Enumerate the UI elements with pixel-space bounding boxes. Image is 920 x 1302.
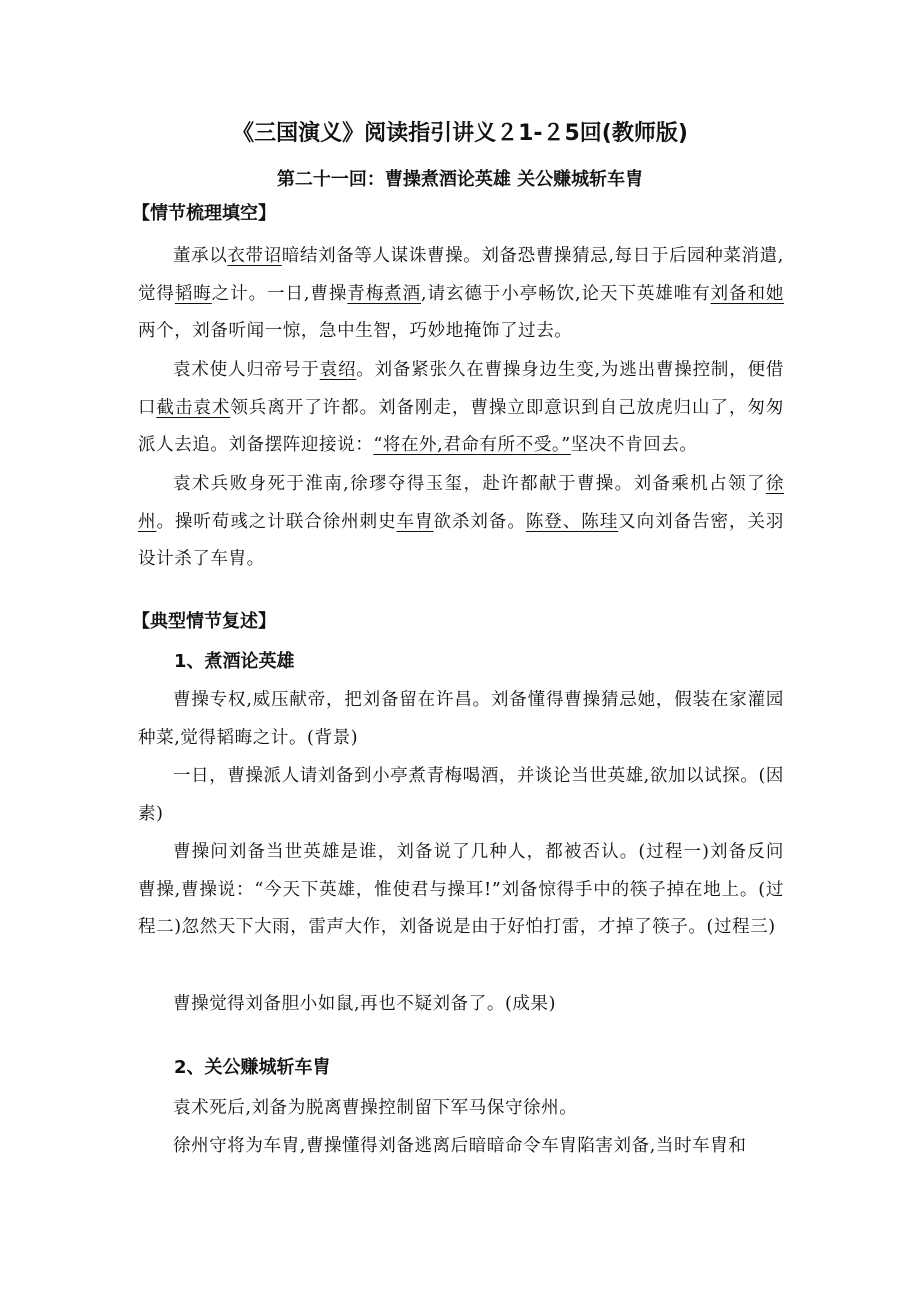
- blank-answer: 陈登、陈珪: [525, 511, 619, 532]
- section-heading-retell: 【典型情节复述】: [132, 611, 276, 632]
- subsection-title-1: 1、煮酒论英雄: [174, 651, 295, 672]
- blank-answer: 袁绍: [319, 360, 357, 380]
- retell-paragraph-4: 曹操觉得刘备胆小如鼠,再也不疑刘备了。(成果): [173, 994, 557, 1014]
- plot-paragraph-3: 袁术兵败身死于淮南,徐璆夺得玉玺，赴许都献于曹操。刘备乘机占领了徐州。操听荀彧之计联合徐州刺史车胄欲杀刘备。陈登、陈珪又向刘备告密，关羽设计杀了车胄。: [138, 474, 785, 569]
- document-title: 《三国演义》阅读指引讲义２1-２5回(教师版): [232, 121, 688, 146]
- retell-paragraph-2: 一日，曹操派人请刘备到小亭煮青梅喝酒，并谈论当世英雄,欲加以试探。(因素): [138, 766, 784, 824]
- retell-paragraph-3: 曹操问刘备当世英雄是谁，刘备说了几种人，都被否认。(过程一)刘备反问曹操,曹操说：“今天下英雄，惟使君与操耳!”刘备惊得手中的筷子掉在地上。(过程二)忽然天下大雨，雷声大作，刘备说是由于好怕打雷，才掉了筷子。(过程三): [138, 842, 784, 937]
- retell-paragraph-1: 曹操专权,威压献帝，把刘备留在许昌。刘备懂得曹操猜忌她，假装在家灌园种菜,觉得韬晦之计。(背景): [138, 690, 784, 748]
- blank-answer: “将在外,君命有所不受。”: [373, 435, 571, 455]
- blank-answer: 车胄: [396, 511, 434, 532]
- subsection-title-2: 2、关公赚城斩车胄: [174, 1057, 331, 1078]
- chapter-title: 第二十一回：曹操煮酒论英雄 关公赚城斩车胄: [276, 169, 644, 190]
- retell-paragraph-5: 袁术死后,刘备为脱离曹操控制留下军马保守徐州。: [173, 1098, 578, 1118]
- blank-answer: 青梅煮酒: [347, 283, 422, 304]
- blank-answer: 刘备和她: [710, 283, 784, 304]
- plot-paragraph-1: 董承以衣带诏暗结刘备等人谋诛曹操。刘备恐曹操猜忌,每日于后园种菜消遣,觉得韬晦之计。一日,曹操青梅煮酒,请玄德于小亭畅饮,论天下英雄唯有刘备和她两个，刘备听闻一惊，急中生智，巧妙地掩饰了过去。: [138, 246, 784, 341]
- blank-answer: 衣带诏: [227, 246, 282, 266]
- retell-paragraph-6: 徐州守将为车胄,曹操懂得刘备逃离后暗暗命令车胄陷害刘备,当时车胄和: [173, 1136, 747, 1156]
- blank-answer: 韬晦: [174, 283, 212, 304]
- blank-answer: 截击袁术: [156, 397, 231, 418]
- section-heading-plot-fill: 【情节梳理填空】: [132, 203, 276, 224]
- blank-answer: 徐州: [138, 474, 784, 532]
- plot-paragraph-2: 袁术使人归帝号于袁绍。刘备紧张久在曹操身边生变,为逃出曹操控制，便借口截击袁术领兵离开了许都。刘备刚走，曹操立即意识到自己放虎归山了，匆匆派人去追。刘备摆阵迎接说：“将在外,君命有所不受。”坚决不肯回去。: [138, 360, 784, 455]
